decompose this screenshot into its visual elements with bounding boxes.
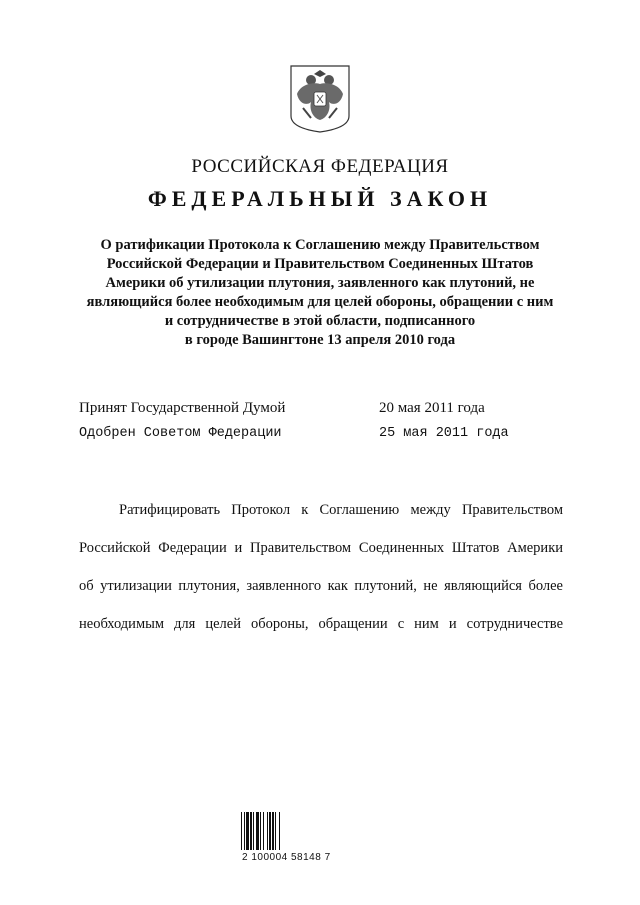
title-line: в городе Вашингтоне 13 апреля 2010 года bbox=[184, 332, 456, 348]
document-title bbox=[60, 236, 580, 350]
duma-adoption-label: Принят Государственной Думой bbox=[79, 400, 286, 416]
coat-of-arms-emblem-icon bbox=[287, 64, 353, 134]
title-line: являющийся более необходимым для целей обороны, обращении с ним bbox=[86, 294, 554, 310]
council-approval-label: Одобрен Советом Федерации bbox=[79, 426, 282, 441]
country-name: РОССИЙСКАЯ ФЕДЕРАЦИЯ bbox=[191, 156, 449, 177]
title-line: Америки об утилизации плутония, заявленного как плутоний, не bbox=[105, 275, 535, 291]
document-type: ФЕДЕРАЛЬНЫЙ ЗАКОН bbox=[147, 186, 493, 211]
body-line: об утилизации плутония, заявленного как плутоний, не являющийся более bbox=[79, 578, 563, 594]
body-line: Российской Федерации и Правительством Соединенных Штатов Америки bbox=[79, 540, 563, 556]
body-line: необходимым для целей обороны, обращении с ним и сотрудничестве bbox=[79, 616, 563, 632]
barcode-number: 2 100004 58148 7 bbox=[242, 852, 331, 863]
title-line: и сотрудничестве в этой области, подписанного bbox=[164, 313, 476, 329]
barcode-icon bbox=[240, 812, 300, 850]
council-approval-date: 25 мая 2011 года bbox=[379, 426, 509, 441]
law-body-text bbox=[79, 500, 563, 652]
title-line: О ратификации Протокола к Соглашению между Правительством bbox=[100, 237, 540, 253]
title-line: Российской Федерации и Правительством Соединенных Штатов bbox=[106, 256, 534, 272]
body-line: Ратифицировать Протокол к Соглашению между Правительством bbox=[119, 502, 563, 518]
duma-adoption-date: 20 мая 2011 года bbox=[379, 400, 485, 416]
